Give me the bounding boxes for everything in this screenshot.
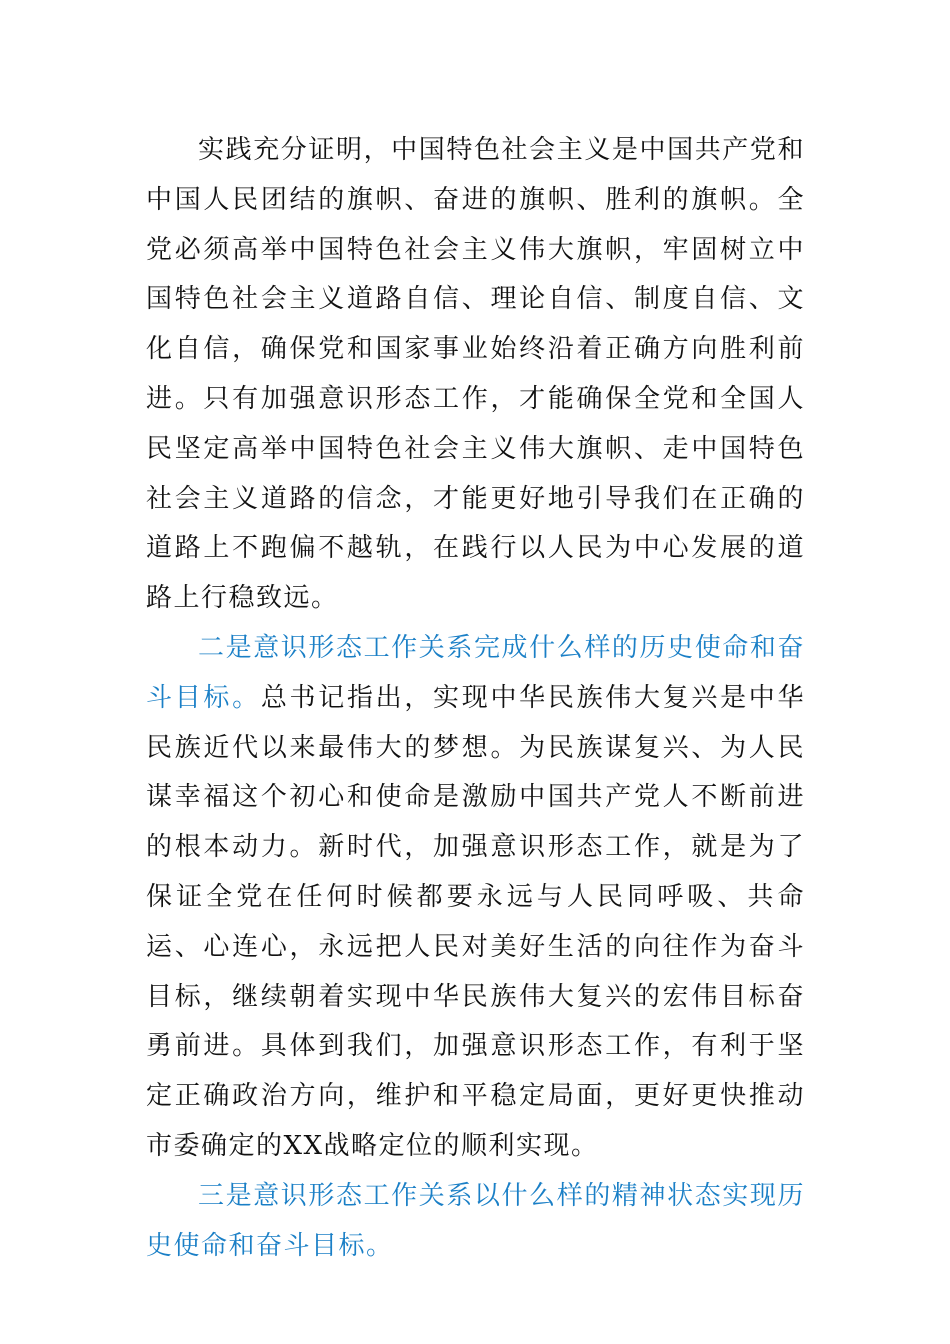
document-body xyxy=(146,126,805,1271)
paragraph-2-text: 总书记指出，实现中华民族伟大复兴是中华民族近代以来最伟大的梦想。为民族谋复兴、为人民谋幸福这个初心和使命是激励中国共产党人不断前进的根本动力。新时代，加强意识形态工作，就是为了保证全党在任何时候都要永远与人民同呼吸、共命运、心连心，永远把人民对美好生活的向往作为奋斗目标，继续朝着实现中华民族伟大复兴的宏伟目标奋勇前进。具体到我们，加强意识形态工作，有利于坚定正确政治方向，维护和平稳定局面，更好更快推动市委确定的XX战略定位的顺利实现。 xyxy=(146,682,805,1161)
paragraph-1-text: 实践充分证明，中国特色社会主义是中国共产党和中国人民团结的旗帜、奋进的旗帜、胜利的旗帜。全党必须高举中国特色社会主义伟大旗帜，牢固树立中国特色社会主义道路自信、理论自信、制度自信、文化自信，确保党和国家事业始终沿着正确方向胜利前进。只有加强意识形态工作，才能确保全党和全国人民坚定高举中国特色社会主义伟大旗帜、走中国特色社会主义道路的信念，才能更好地引导我们在正确的道路上不跑偏不越轨，在践行以人民为中心发展的道路上行稳致远。 xyxy=(146,135,805,614)
paragraph-2-heading: 二是意识形态工作关系完成什么样的历史使命和奋斗目标。 xyxy=(146,632,805,713)
paragraph-1 xyxy=(146,126,805,624)
paragraph-3-heading: 三是意识形态工作关系以什么样的精神状态实现历史使命和奋斗目标。 xyxy=(146,1180,805,1261)
paragraph-2 xyxy=(146,624,805,1172)
paragraph-3 xyxy=(146,1172,805,1272)
